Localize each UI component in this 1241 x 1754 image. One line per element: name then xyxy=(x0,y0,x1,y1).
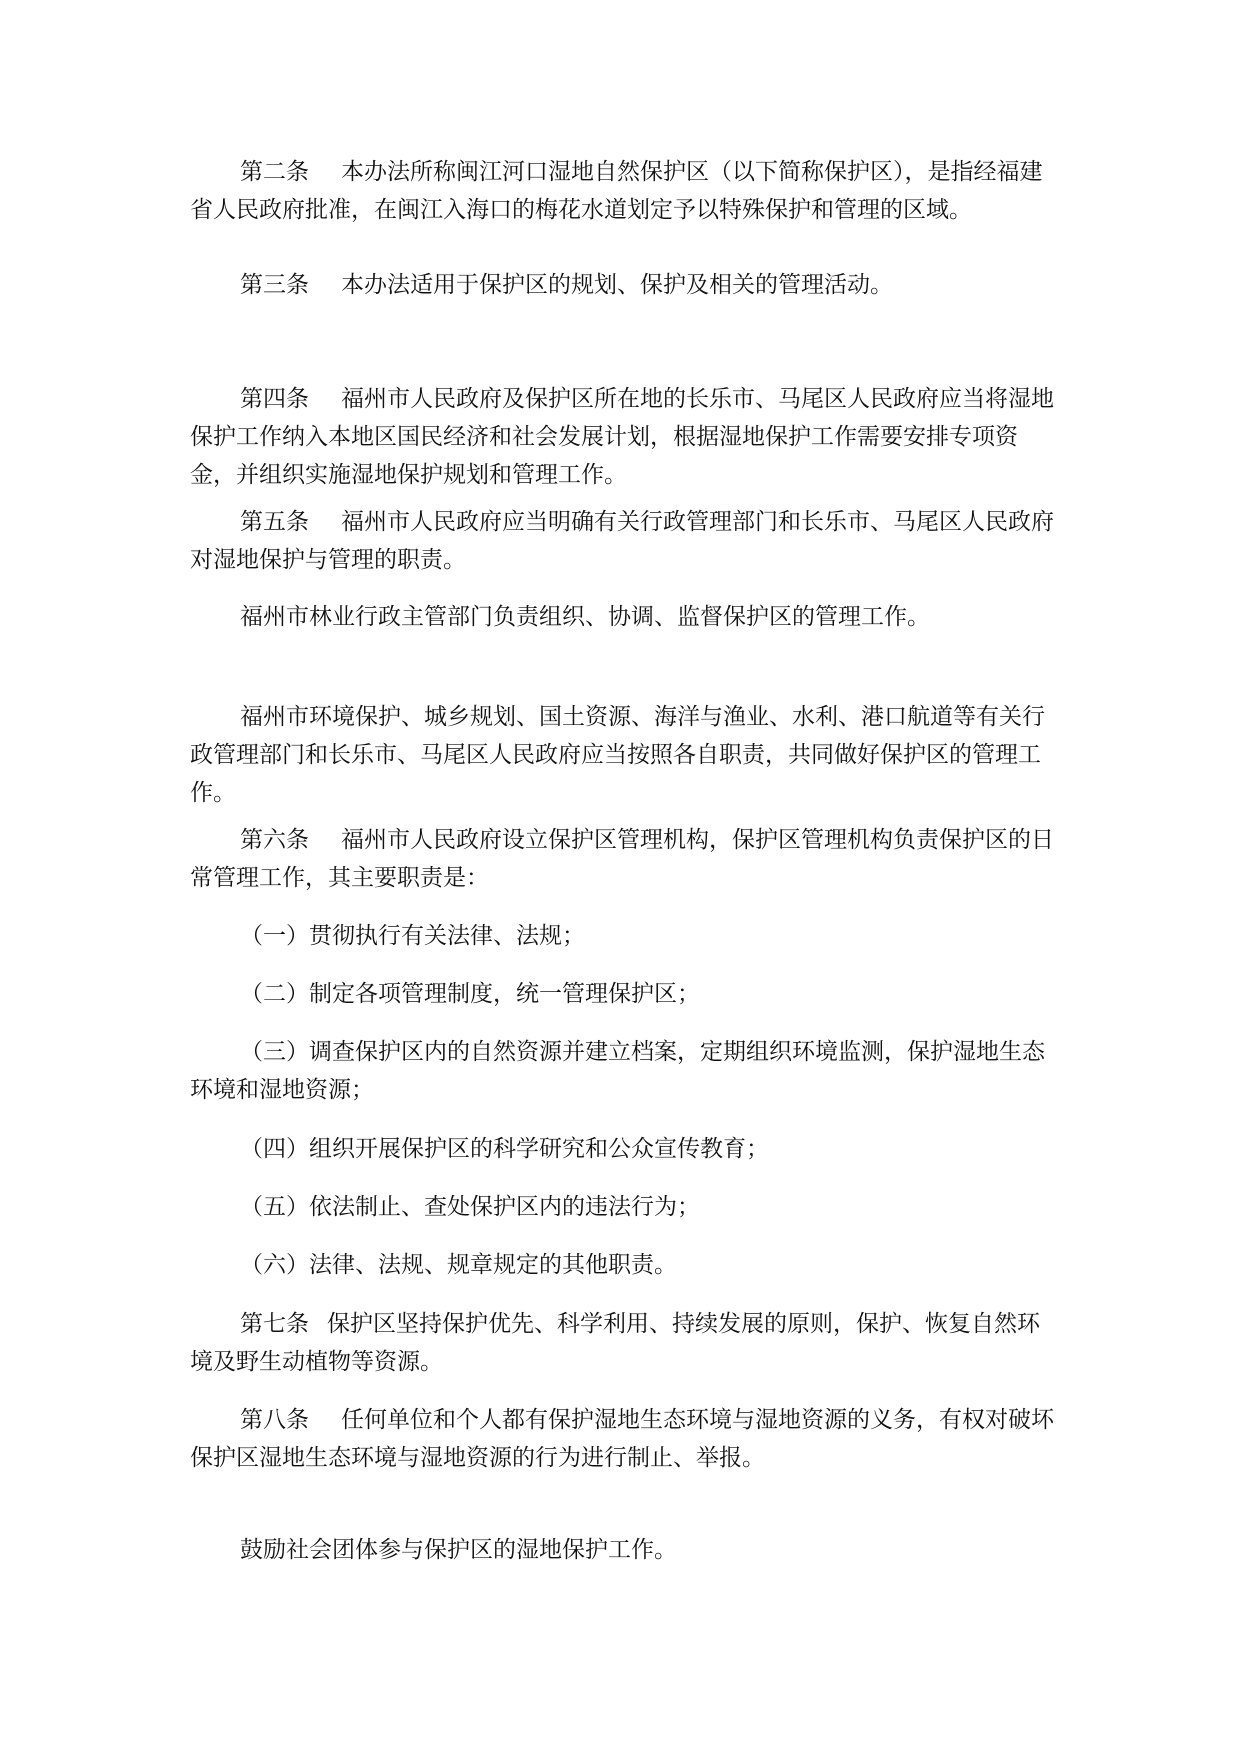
paragraph-text: 福州市林业行政主管部门负责组织、协调、监督保护区的管理工作。 xyxy=(240,604,930,630)
paragraph-text: 本办法所称闽江河口湿地自然保护区（以下简称保护区），是指经福建省人民政府批准，在闽江入海口的梅花水道划定予以特殊保护和管理的区域。 xyxy=(190,159,1043,223)
article-2-paragraph xyxy=(190,153,1060,229)
duty-item-5 xyxy=(190,1188,1060,1226)
article-number: 第七条 xyxy=(240,1311,309,1337)
duty-item-1 xyxy=(190,917,1060,955)
duty-item-2 xyxy=(190,975,1060,1013)
article-8-clause-2 xyxy=(190,1531,1060,1569)
article-number: 第三条 xyxy=(240,272,309,298)
paragraph-text: 福州市人民政府及保护区所在地的长乐市、马尾区人民政府应当将湿地保护工作纳入本地区国民经济和社会发展计划，根据湿地保护工作需要安排专项资金，并组织实施湿地保护规划和管理工作。 xyxy=(190,386,1054,488)
paragraph-text: （四）组织开展保护区的科学研究和公众宣传教育； xyxy=(240,1136,769,1162)
paragraph-text: （三）调查保护区内的自然资源并建立档案，定期组织环境监测，保护湿地生态环境和湿地资源； xyxy=(190,1039,1045,1103)
article-7-paragraph xyxy=(190,1305,1060,1381)
paragraph-text: （一）贯彻执行有关法律、法规； xyxy=(240,923,585,949)
paragraph-text: 福州市环境保护、城乡规划、国土资源、海洋与渔业、水利、港口航道等有关行政管理部门和长乐市、马尾区人民政府应当按照各自职责，共同做好保护区的管理工作。 xyxy=(190,704,1045,806)
article-6-paragraph xyxy=(190,821,1060,897)
article-number: 第二条 xyxy=(240,159,309,185)
article-5-paragraph xyxy=(190,503,1060,579)
paragraph-text: （五）依法制止、查处保护区内的违法行为； xyxy=(240,1194,700,1220)
paragraph-text: 任何单位和个人都有保护湿地生态环境与湿地资源的义务，有权对破坏保护区湿地生态环境与湿地资源的行为进行制止、举报。 xyxy=(190,1407,1054,1471)
article-4-paragraph xyxy=(190,380,1060,494)
duty-item-6 xyxy=(190,1246,1060,1284)
article-5-clause-3 xyxy=(190,698,1060,812)
article-number: 第四条 xyxy=(240,386,309,412)
article-number: 第六条 xyxy=(240,827,309,853)
article-number: 第八条 xyxy=(240,1407,309,1433)
article-3-paragraph xyxy=(190,266,1060,304)
paragraph-text: （六）法律、法规、规章规定的其他职责。 xyxy=(240,1252,677,1278)
duty-item-3 xyxy=(190,1033,1060,1109)
paragraph-text: 本办法适用于保护区的规划、保护及相关的管理活动。 xyxy=(341,272,893,298)
article-number: 第五条 xyxy=(240,509,309,535)
paragraph-text: （二）制定各项管理制度，统一管理保护区； xyxy=(240,981,700,1007)
article-8-paragraph xyxy=(190,1401,1060,1477)
paragraph-text: 鼓励社会团体参与保护区的湿地保护工作。 xyxy=(240,1537,677,1563)
paragraph-text: 福州市人民政府设立保护区管理机构，保护区管理机构负责保护区的日常管理工作，其主要职责是： xyxy=(190,827,1054,891)
paragraph-text: 保护区坚持保护优先、科学利用、持续发展的原则，保护、恢复自然环境及野生动植物等资源。 xyxy=(190,1311,1040,1375)
article-5-clause-2 xyxy=(190,598,1060,636)
paragraph-text: 福州市人民政府应当明确有关行政管理部门和长乐市、马尾区人民政府对湿地保护与管理的职责。 xyxy=(190,509,1054,573)
duty-item-4 xyxy=(190,1130,1060,1168)
